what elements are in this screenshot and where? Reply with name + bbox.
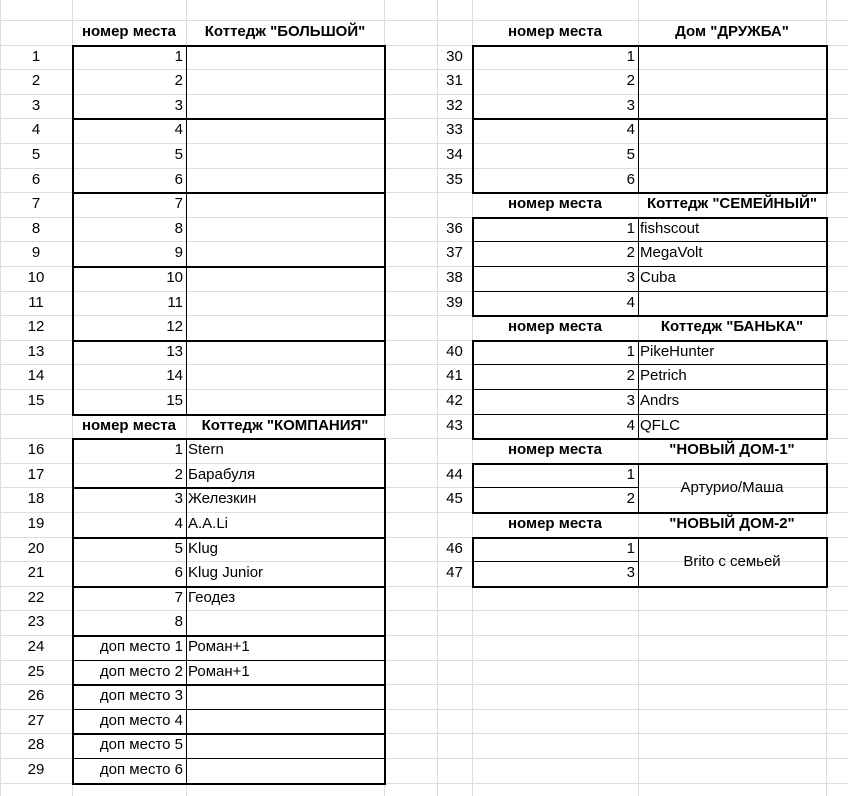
cell-border [472, 537, 828, 539]
row-number[interactable]: 26 [27, 687, 45, 705]
row-number[interactable]: 9 [31, 244, 41, 262]
cell-border [826, 537, 828, 587]
guest-name[interactable] [638, 118, 826, 142]
guest-name[interactable] [638, 45, 826, 69]
cell-border [472, 586, 828, 588]
seat-number[interactable]: 5 [174, 539, 183, 557]
row-number[interactable]: 5 [31, 146, 41, 163]
guest-name[interactable] [186, 315, 384, 339]
row-number[interactable]: 35 [446, 170, 463, 188]
row-number[interactable]: 8 [31, 219, 41, 237]
seat-number[interactable]: 1 [174, 47, 183, 65]
cell-border [384, 438, 386, 783]
seat-number[interactable]: 3 [626, 392, 635, 409]
cell-border [472, 561, 638, 562]
row-number[interactable]: 2 [31, 72, 41, 90]
seat-number[interactable]: 1 [626, 539, 635, 557]
seat-number[interactable]: 3 [626, 96, 635, 114]
section-title[interactable]: Коттедж "БОЛЬШОЙ" [204, 23, 366, 40]
row-number[interactable]: 10 [27, 269, 45, 286]
guest-name[interactable] [186, 266, 384, 290]
row-number[interactable]: 27 [27, 711, 45, 729]
row-number[interactable]: 19 [27, 515, 45, 532]
seat-number[interactable]: 5 [626, 146, 635, 163]
guest-name[interactable]: Железкин [188, 490, 257, 508]
section-title[interactable]: "НОВЫЙ ДОМ-1" [669, 441, 795, 459]
guest-name[interactable]: Роман+1 [188, 662, 250, 680]
guest-name[interactable] [186, 340, 384, 364]
row-number[interactable]: 17 [27, 465, 45, 483]
row-number[interactable]: 11 [28, 293, 44, 311]
guest-name[interactable] [186, 610, 384, 634]
column-header-seat[interactable]: номер места [81, 23, 177, 40]
row-number[interactable]: 39 [446, 293, 463, 311]
seat-number[interactable]: 1 [626, 465, 635, 483]
row-number[interactable]: 42 [446, 392, 463, 409]
cell-border [472, 487, 638, 488]
row-number[interactable]: 44 [446, 465, 463, 483]
row-number[interactable]: 43 [446, 416, 463, 434]
row-number[interactable]: 34 [446, 146, 463, 163]
cell-border [472, 217, 828, 219]
seat-number[interactable]: 8 [174, 613, 183, 631]
cell-border [72, 118, 384, 120]
seat-number[interactable]: доп место 5 [99, 736, 183, 754]
seat-number[interactable]: 2 [174, 465, 183, 483]
guest-name[interactable] [186, 168, 384, 192]
seat-number[interactable]: доп место 2 [99, 662, 183, 680]
cell-border [72, 438, 74, 783]
cell-border [638, 463, 639, 512]
guest-name[interactable]: Klug Junior [188, 564, 264, 582]
guest-name[interactable] [186, 143, 384, 167]
seat-number[interactable]: 12 [166, 318, 183, 336]
cell-border [638, 537, 639, 586]
column-header-seat[interactable]: номер места [507, 195, 603, 213]
cell-border [472, 414, 826, 415]
guest-name[interactable] [186, 45, 384, 69]
cell-border [72, 709, 384, 710]
seat-number[interactable]: 7 [174, 588, 183, 606]
row-number[interactable]: 36 [446, 219, 463, 237]
cell-border [826, 340, 828, 439]
cell-border [72, 340, 384, 342]
column-header-seat[interactable]: номер места [507, 318, 603, 336]
column-header-seat[interactable]: номер места [507, 515, 603, 532]
row-number[interactable]: 46 [446, 539, 463, 557]
cell-border [472, 45, 828, 47]
cell-border [472, 241, 826, 242]
guest-name[interactable] [186, 192, 384, 216]
guest-name[interactable] [186, 733, 384, 757]
section-title[interactable]: Коттедж "СЕМЕЙНЫЙ" [647, 195, 817, 213]
seat-number[interactable]: 4 [626, 293, 635, 311]
guest-name[interactable] [186, 118, 384, 142]
seat-number[interactable]: доп место 6 [99, 761, 183, 778]
row-number[interactable]: 14 [27, 367, 45, 385]
seat-number[interactable]: 15 [166, 392, 183, 409]
guest-name[interactable]: Andrs [640, 392, 680, 409]
seat-number[interactable]: 2 [626, 367, 635, 385]
seat-number[interactable]: 5 [174, 146, 183, 163]
cell-border [72, 783, 386, 785]
guest-name[interactable]: Барабуля [188, 465, 256, 483]
cell-border [472, 118, 826, 120]
seat-number[interactable]: 3 [626, 269, 635, 286]
guest-name[interactable] [186, 69, 384, 93]
guest-name[interactable] [638, 291, 826, 315]
guest-name[interactable] [186, 291, 384, 315]
cell-border [72, 660, 384, 661]
row-number[interactable]: 29 [27, 761, 45, 778]
cell-border [472, 463, 828, 465]
row-number[interactable]: 22 [27, 588, 45, 606]
guest-name[interactable]: Cuba [640, 269, 676, 286]
guest-name[interactable]: A.A.Li [188, 515, 229, 532]
seat-number[interactable]: 6 [174, 170, 183, 188]
guest-name[interactable]: Stern [188, 441, 224, 459]
row-number[interactable]: 24 [27, 638, 45, 655]
seat-number[interactable]: 3 [626, 564, 635, 582]
guest-name[interactable] [186, 389, 384, 413]
cell-border [72, 192, 384, 194]
seat-number[interactable]: 2 [626, 244, 635, 262]
section-title[interactable]: Коттедж "КОМПАНИЯ" [201, 416, 369, 434]
row-number[interactable]: 37 [446, 244, 463, 262]
cell-border [72, 635, 384, 637]
cell-border [384, 45, 386, 415]
guest-name[interactable]: MegaVolt [640, 244, 703, 262]
row-number[interactable]: 15 [27, 392, 45, 409]
seat-number[interactable]: 1 [626, 219, 635, 237]
row-number[interactable]: 6 [31, 170, 41, 188]
seat-number[interactable]: 4 [626, 121, 635, 139]
row-number[interactable]: 4 [31, 121, 41, 139]
row-number[interactable]: 45 [446, 490, 463, 508]
row-number[interactable]: 18 [27, 490, 45, 508]
section-title[interactable]: "НОВЫЙ ДОМ-2" [669, 515, 795, 532]
cell-border [72, 45, 386, 47]
seat-number[interactable]: 1 [174, 441, 183, 459]
row-number[interactable]: 21 [27, 564, 45, 582]
guest-name[interactable]: PikeHunter [640, 342, 715, 360]
cell-border [72, 758, 384, 759]
guest-name[interactable] [186, 684, 384, 708]
guest-name[interactable] [186, 241, 384, 265]
cell-border [72, 438, 386, 440]
cell-border [472, 291, 826, 292]
guest-name[interactable] [638, 69, 826, 93]
guest-name[interactable] [186, 364, 384, 388]
cell-border [826, 217, 828, 316]
column-header-seat[interactable]: номер места [81, 416, 177, 434]
cell-border [472, 364, 826, 365]
guest-name[interactable] [186, 758, 384, 782]
cell-border [72, 586, 384, 588]
seat-number[interactable]: 6 [626, 170, 635, 188]
cell-border [72, 684, 384, 686]
seat-number[interactable]: 2 [626, 490, 635, 508]
cell-border [826, 45, 828, 194]
seat-number[interactable]: 1 [626, 342, 635, 360]
seat-number[interactable]: 8 [174, 219, 183, 237]
guest-name-merged[interactable]: Brito с семьей [683, 552, 781, 570]
section-title[interactable]: Дом "ДРУЖБА" [675, 23, 789, 40]
guest-name[interactable] [186, 94, 384, 118]
seat-number[interactable]: 13 [166, 342, 183, 360]
row-number[interactable]: 13 [27, 342, 45, 360]
column-header-seat[interactable]: номер места [507, 23, 603, 40]
row-number[interactable]: 41 [446, 367, 463, 385]
seat-number[interactable]: 4 [174, 515, 183, 532]
guest-name[interactable]: Klug [188, 539, 219, 557]
seat-number[interactable]: 2 [174, 72, 183, 90]
column-header-seat[interactable]: номер места [507, 441, 603, 459]
row-number[interactable]: 1 [31, 47, 41, 65]
cell-border [72, 266, 384, 268]
guest-name[interactable]: QFLC [640, 416, 681, 434]
guest-name[interactable]: Геодез [188, 588, 236, 606]
row-number[interactable]: 47 [446, 564, 463, 582]
row-number[interactable]: 20 [27, 539, 45, 557]
guest-name[interactable] [186, 709, 384, 733]
guest-name[interactable] [186, 217, 384, 241]
seat-number[interactable]: 9 [174, 244, 183, 262]
seat-number[interactable]: доп место 4 [99, 711, 183, 729]
seat-number[interactable]: 4 [174, 121, 183, 139]
seat-number[interactable]: 14 [166, 367, 183, 385]
row-number[interactable]: 38 [446, 269, 463, 286]
row-number[interactable]: 40 [446, 342, 463, 360]
cell-border [72, 537, 384, 539]
row-number[interactable]: 7 [31, 195, 41, 213]
row-number[interactable]: 31 [446, 72, 463, 90]
cell-border [72, 733, 384, 735]
cell-border [72, 45, 74, 415]
guest-name[interactable]: Роман+1 [188, 638, 250, 655]
guest-name[interactable] [638, 168, 826, 192]
seat-number[interactable]: 3 [174, 96, 183, 114]
row-number[interactable]: 25 [27, 662, 45, 680]
row-number[interactable]: 12 [27, 318, 45, 336]
seat-number[interactable]: 2 [626, 72, 635, 90]
seat-number[interactable]: 4 [626, 416, 635, 434]
seat-number[interactable]: 6 [174, 564, 183, 582]
cell-border [186, 438, 187, 782]
cell-border [72, 487, 384, 489]
cell-border [186, 45, 187, 414]
cell-border [472, 266, 826, 267]
cell-border [472, 340, 828, 342]
section-title[interactable]: Коттедж "БАНЬКА" [660, 318, 804, 336]
guest-name[interactable]: Petrich [640, 367, 687, 385]
row-number[interactable]: 32 [446, 96, 463, 114]
row-number[interactable]: 33 [446, 121, 463, 139]
seat-number[interactable]: 7 [174, 195, 183, 213]
row-number[interactable]: 30 [446, 47, 463, 65]
guest-name[interactable] [638, 143, 826, 167]
seat-number[interactable]: 11 [167, 293, 183, 311]
guest-name[interactable]: fishscout [640, 219, 700, 237]
row-number[interactable]: 28 [27, 736, 45, 754]
seat-number[interactable]: доп место 3 [99, 687, 183, 705]
seat-number[interactable]: 10 [166, 269, 183, 286]
guest-name-merged[interactable]: Артурио/Маша [680, 478, 784, 496]
row-number[interactable]: 23 [27, 613, 45, 631]
seat-number[interactable]: 1 [626, 47, 635, 65]
cell-border [826, 463, 828, 513]
seat-number[interactable]: 3 [174, 490, 183, 508]
guest-name[interactable] [638, 94, 826, 118]
cell-border [472, 389, 826, 390]
row-number[interactable]: 16 [27, 441, 45, 459]
row-number[interactable]: 3 [31, 96, 41, 114]
seat-number[interactable]: доп место 1 [99, 638, 183, 655]
